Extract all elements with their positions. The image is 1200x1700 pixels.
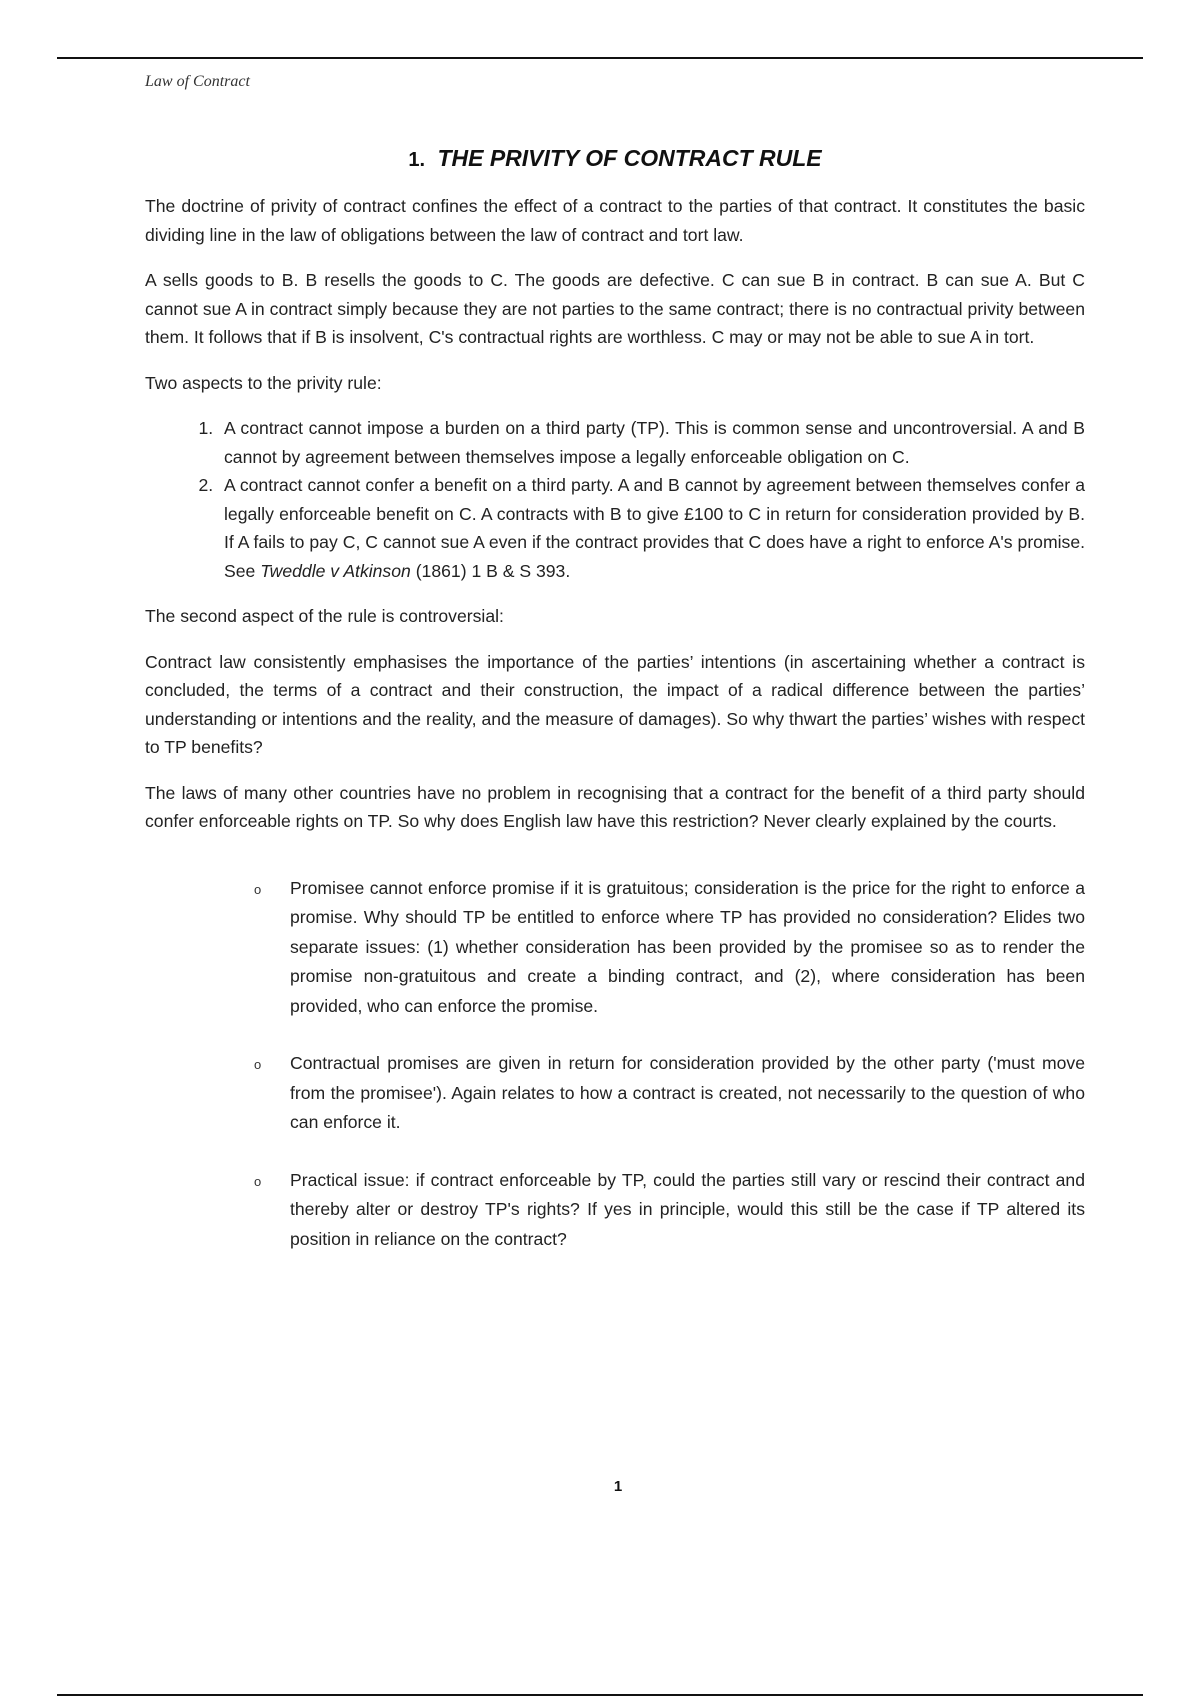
document-body [145, 145, 1085, 1282]
case-citation: Tweddle v Atkinson [260, 560, 411, 581]
list-item [254, 1049, 1085, 1138]
section-heading [145, 145, 1085, 172]
paragraph-example: A sells goods to B. B resells the goods to C. The goods are defective. C can sue B in contract. B can sue A. But C cannot sue A in contract simply because they are not parties to the same contract; there is no contractual privity between them. It follows that if B is insolvent, C's contractual rights are worthless. C may or may not be able to sue A in tort. [145, 270, 1085, 347]
list-item-text: Practical issue: if contract enforceable by TP, could the parties still vary or rescind their contract and thereby alter or destroy TP's rights? If yes in principle, would this still be the case if TP altered its position in reliance on the contract? [290, 1169, 1085, 1249]
list-item [218, 414, 1085, 471]
paragraph-controversial: The second aspect of the rule is controversial: [145, 606, 504, 626]
list-item-text: A contract cannot confer a benefit on a third party. A and B cannot by agreement between themselves confer a legally enforceable benefit on C. A contracts with B to give £100 to C in return for consideration provided by B. If A fails to pay C, C cannot sue A even if the contract provides that C does have a right to enforce A's promise. See [224, 475, 1085, 581]
paragraph-two-aspects: Two aspects to the privity rule: [145, 372, 382, 393]
circle-bullet-icon: o [254, 1057, 262, 1072]
running-header: Law of Contract [145, 73, 250, 90]
paragraph-intentions: Contract law consistently emphasises the importance of the parties’ intentions (in ascertaining whether a contract is concluded, the terms of a contract and their construction, the impact of a radical difference between the parties’ understanding or intentions and the reality, and the measure of damages). So why thwart the parties’ wishes with respect to TP benefits? [145, 651, 1085, 757]
circle-bullet-icon: o [254, 1173, 262, 1189]
footer-rule [57, 1694, 1143, 1696]
list-item [254, 1166, 1085, 1255]
header-rule [57, 57, 1143, 59]
section-title: THE PRIVITY OF CONTRACT RULE [437, 145, 822, 171]
reasons-list [145, 874, 1085, 1255]
aspects-list [145, 414, 1085, 585]
list-item-text: A contract cannot impose a burden on a third party (TP). This is common sense and uncontroversial. A and B cannot by agreement between themselves impose a legally enforceable obligation on C. [224, 418, 1085, 467]
circle-bullet-icon: o [254, 881, 262, 897]
paragraph-definition: The doctrine of privity of contract confines the effect of a contract to the parties of that contract. It constitutes the basic dividing line in the law of obligations between the law of contract and tort law. [145, 196, 1085, 245]
list-item-text-end: (1861) 1 B & S 393. [410, 560, 571, 581]
list-item-text: Contractual promises are given in return for consideration provided by the other party ('must move from the promisee'). Again relates to how a contract is created, not necessarily to the question of who can enforce it. [290, 1053, 1085, 1132]
list-item [254, 874, 1085, 1022]
paragraph-other-countries: The laws of many other countries have no problem in recognising that a contract for the benefit of a third party should confer enforceable rights on TP. So why does English law have this restriction? Never clearly explained by the courts. [145, 782, 1085, 831]
list-item-text: Promisee cannot enforce promise if it is gratuitous; consideration is the price for the right to enforce a promise. Why should TP be entitled to enforce where TP has provided no consideration? Elides two separate issues: (1) whether consideration has been provided by the promisee so as to render the promise non-gratuitous and create a binding contract, and (2), where consideration has been provided, who can enforce the promise. [290, 877, 1085, 1016]
page-number: 1 [613, 1478, 623, 1495]
section-number: 1. [408, 149, 426, 171]
list-item [218, 471, 1085, 585]
